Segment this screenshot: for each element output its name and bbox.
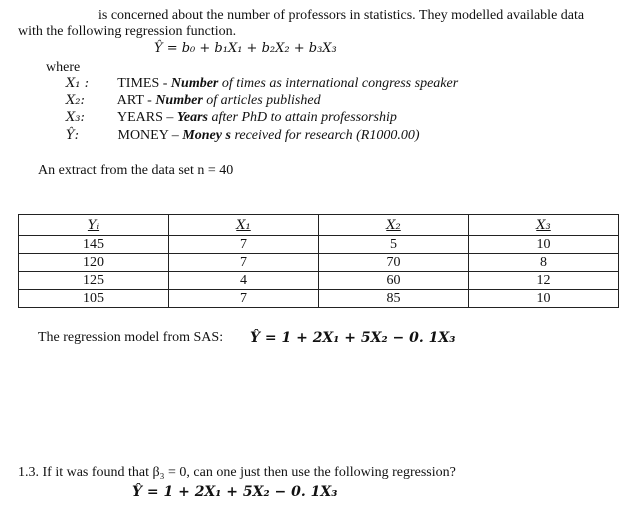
sas-equation: Ŷ = 1 + 2X₁ + 5X₂ − 0. 1X₃ — [250, 330, 456, 346]
header-x1: X₁ — [236, 217, 251, 233]
table-header — [319, 215, 469, 236]
table-cell: 105 — [19, 290, 169, 308]
definition-name: YEARS – — [116, 110, 177, 125]
table-cell: 60 — [319, 272, 469, 290]
definition-x1 — [66, 76, 458, 92]
table-cell: 8 — [469, 254, 619, 272]
table-cell: 10 — [469, 290, 619, 308]
table-cell: 145 — [19, 236, 169, 254]
table-cell: 7 — [169, 236, 319, 254]
table-header — [469, 215, 619, 236]
definition-bold: Number — [170, 76, 219, 91]
definition-x3 — [66, 110, 397, 126]
header-x3: X₃ — [536, 217, 551, 233]
definition-bold: Money s — [182, 128, 231, 143]
definition-name: MONEY – — [117, 128, 183, 143]
table-row — [19, 236, 619, 254]
definition-symbol: X₁ : — [66, 76, 89, 91]
data-table — [18, 214, 619, 308]
extract-label: An extract from the data set n = 40 — [38, 163, 234, 178]
definition-symbol: X₃: — [66, 110, 85, 125]
regression-equation: Ŷ = b₀ + b₁X₁ + b₂X₂ + b₃X₃ — [154, 41, 337, 56]
definition-x2 — [66, 93, 321, 109]
header-y: Yᵢ — [87, 217, 100, 233]
table-cell: 70 — [319, 254, 469, 272]
definition-symbol: X₂: — [66, 93, 85, 108]
table-header-row — [19, 215, 619, 236]
intro-line-1: is concerned about the number of professors in statistics. They modelled available data — [98, 8, 585, 23]
table-cell: 10 — [469, 236, 619, 254]
sas-label: The regression model from SAS: — [38, 330, 224, 345]
question-text: 1.3. If it was found that β₃ = 0, can one just then use the following regression? — [18, 465, 456, 480]
table-row — [19, 272, 619, 290]
table-cell: 7 — [169, 254, 319, 272]
definition-rest: of times as international congress speaker — [218, 76, 459, 91]
table-cell: 85 — [319, 290, 469, 308]
table-row — [19, 290, 619, 308]
definition-bold: Years — [176, 110, 209, 125]
table-cell: 120 — [19, 254, 169, 272]
table-cell: 5 — [319, 236, 469, 254]
table-header — [169, 215, 319, 236]
definition-rest: received for research (R1000.00) — [230, 128, 420, 143]
table-header — [19, 215, 169, 236]
definition-name: TIMES - — [117, 76, 171, 91]
table-cell: 4 — [169, 272, 319, 290]
definition-y — [66, 128, 420, 144]
header-x2: X₂ — [386, 217, 401, 233]
table-row — [19, 254, 619, 272]
where-label: where — [46, 60, 81, 75]
definition-name: ART - — [116, 93, 156, 108]
table-cell: 12 — [469, 272, 619, 290]
definition-rest: after PhD to attain professorship — [208, 110, 397, 125]
definition-symbol: Ŷ: — [66, 128, 79, 143]
definition-bold: Number — [155, 93, 203, 108]
definition-rest: of articles published — [202, 93, 321, 108]
question-equation: Ŷ = 1 + 2X₁ + 5X₂ − 0. 1X₃ — [132, 484, 338, 500]
table-cell: 7 — [169, 290, 319, 308]
table-cell: 125 — [19, 272, 169, 290]
intro-line-2: with the following regression function. — [18, 24, 237, 39]
